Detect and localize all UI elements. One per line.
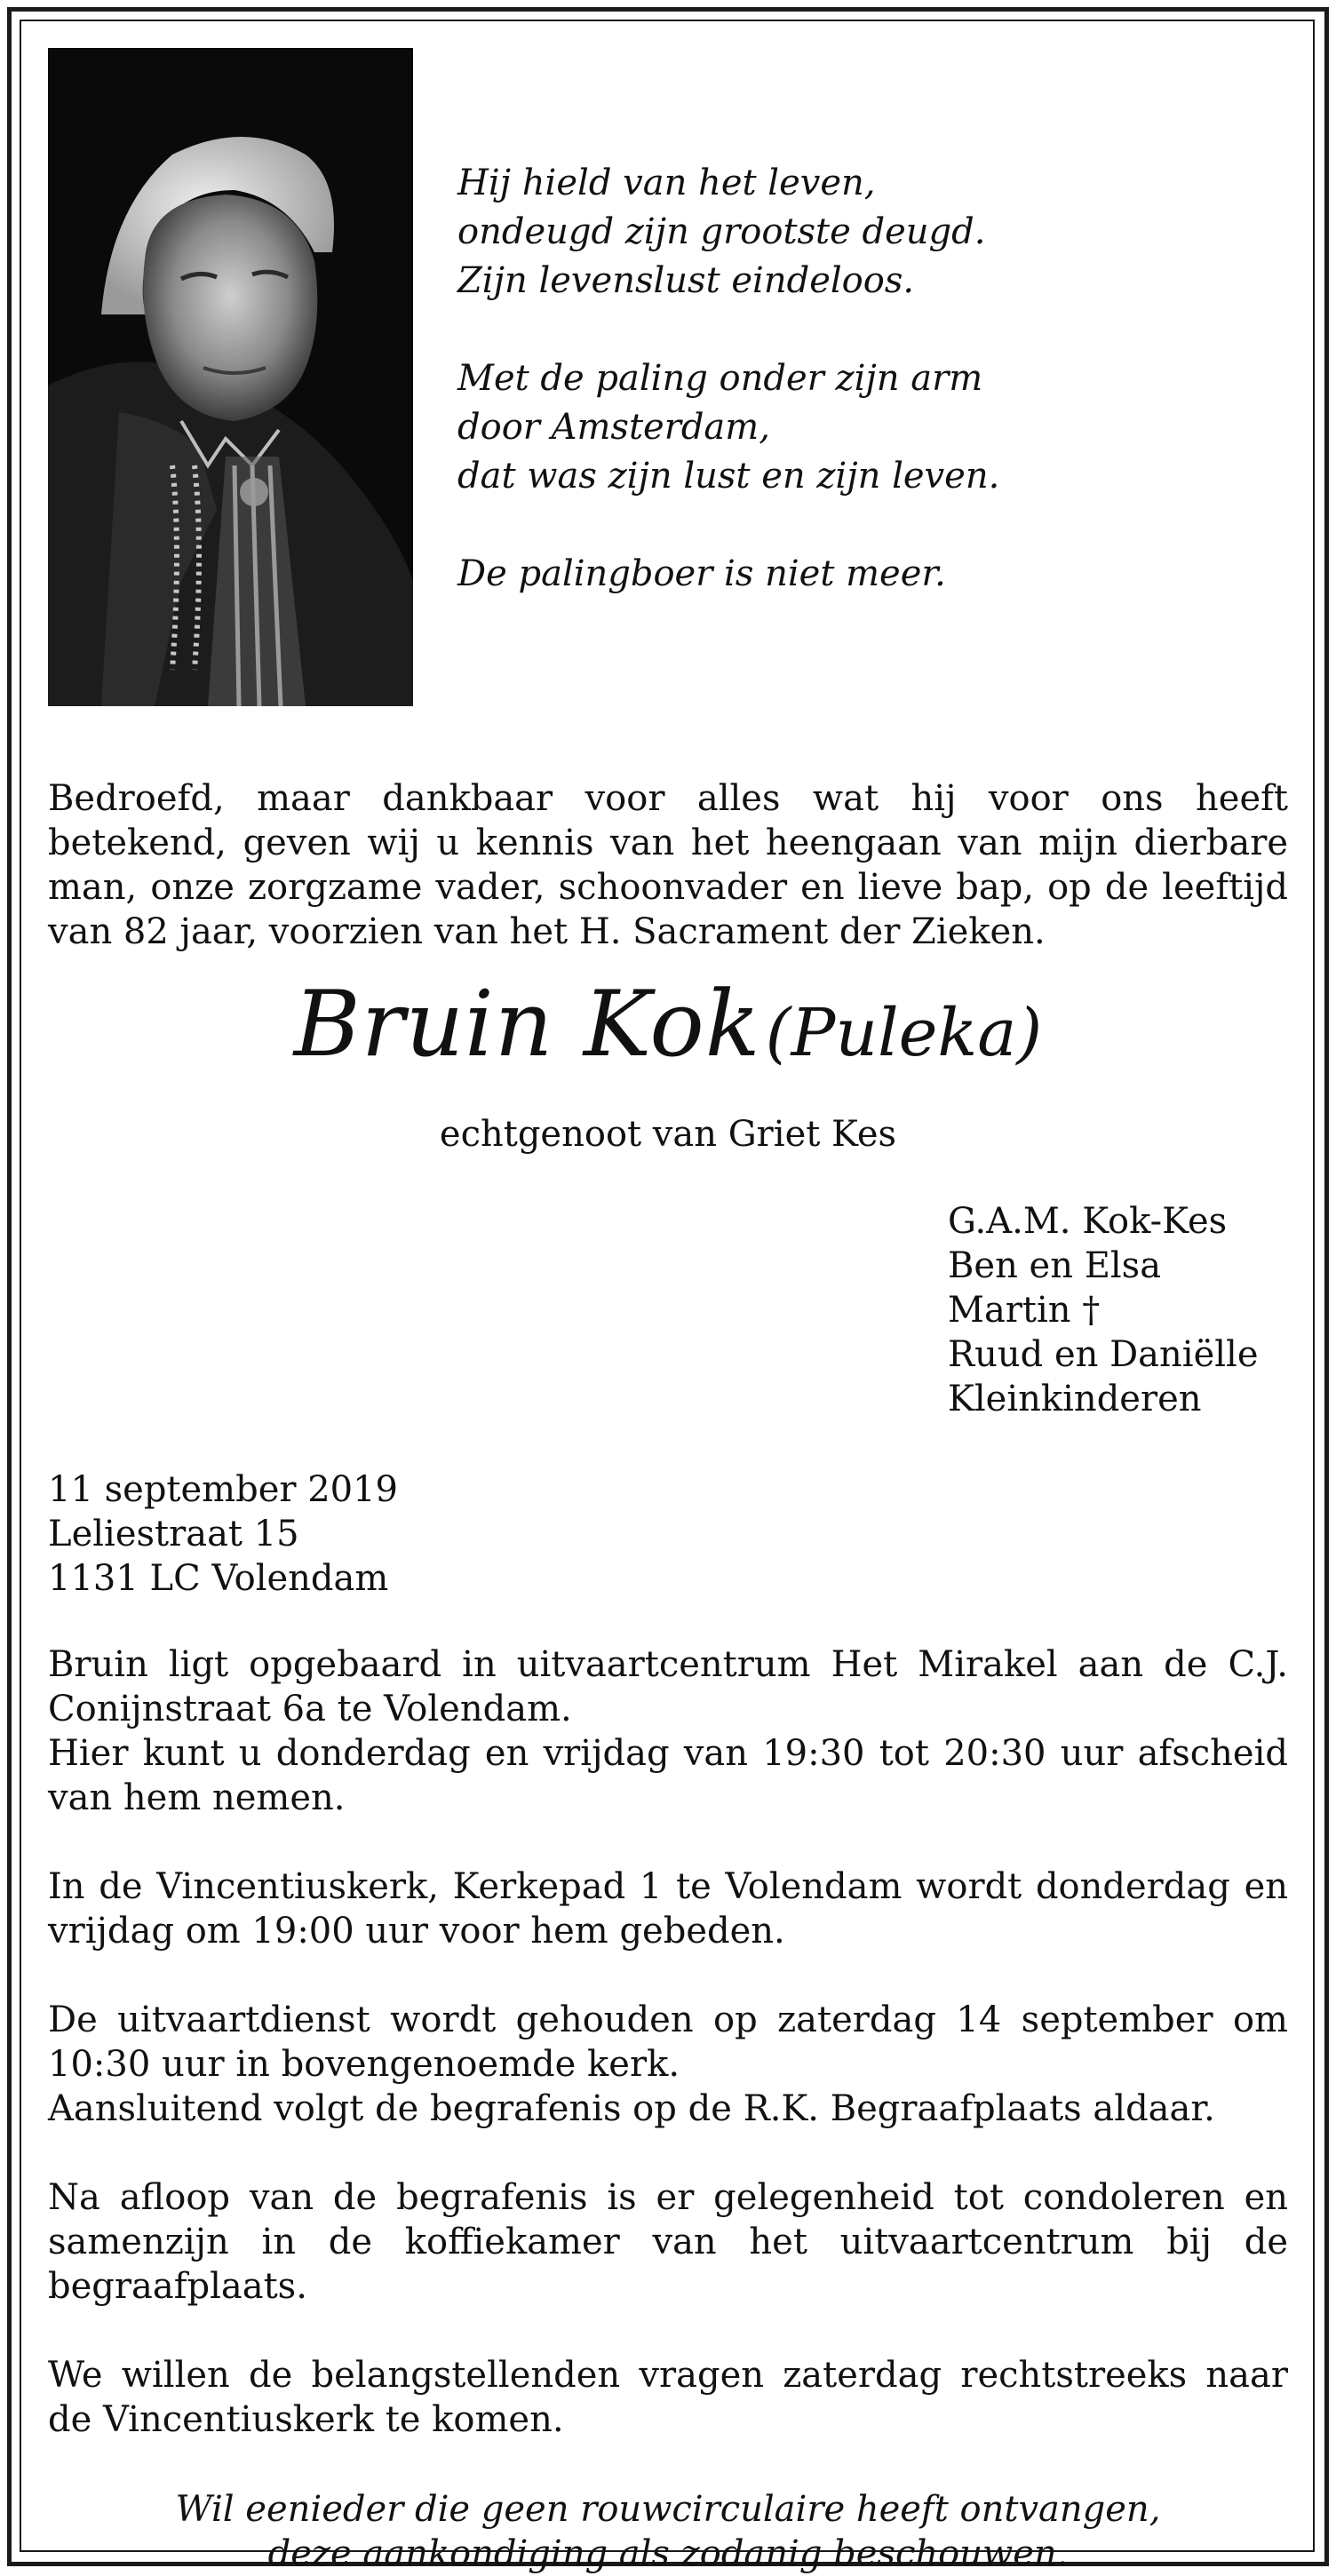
poem-line: Zijn levenslust eindeloos. [457, 260, 915, 301]
poem-line: De palingboer is niet meer. [457, 553, 946, 594]
family-member: Ruud en Daniëlle [948, 1334, 1259, 1375]
paragraph-line: We willen de belangstellenden vragen zaterdag rechtstreeks naar de Vincentiuskerk te komen. [48, 2355, 1288, 2440]
paragraph-line: Na afloop van de begrafenis is er gelegenheid tot condoleren en samenzijn in de koffiekamer van het uitvaartcentrum bij de begraafplaats. [48, 2177, 1288, 2307]
portrait-photo [48, 48, 413, 706]
paragraph-line: De uitvaartdienst wordt gehouden op zaterdag 14 september om 10:30 uur in bovengenoemde kerk. [48, 2000, 1288, 2085]
portrait-illustration [48, 48, 413, 706]
poem-stanza [457, 354, 999, 501]
family-member: Kleinkinderen [948, 1379, 1202, 1419]
deceased-full-name: Bruin Kok [293, 972, 761, 1077]
family-list [948, 1199, 1259, 1421]
paragraph-line: Hier kunt u donderdag en vrijdag van 19:30 tot 20:30 uur afscheid van hem nemen. [48, 1733, 1288, 1818]
city-line: 1131 LC Volendam [48, 1558, 389, 1599]
family-member: Ben en Elsa [948, 1245, 1162, 1286]
paragraph-prayer [48, 1864, 1288, 1953]
poem-stanza [457, 159, 999, 306]
paragraph-line: Bruin ligt opgebaard in uitvaartcentrum Het Mirakel aan de C.J. Conijnstraat 6a te Volendam. [48, 1644, 1288, 1729]
family-member: Martin † [948, 1290, 1101, 1331]
poem-line: dat was zijn lust en zijn leven. [457, 456, 1000, 497]
closing-note [48, 2487, 1288, 2576]
paragraph-request [48, 2353, 1288, 2442]
paragraph-line: In de Vincentiuskerk, Kerkepad 1 te Volendam wordt donderdag en vrijdag om 19:00 uur voor hem gebeden. [48, 1866, 1288, 1952]
poem-line: ondeugd zijn grootste deugd. [457, 211, 986, 252]
poem-line: Hij hield van het leven, [457, 163, 876, 203]
family-member: G.A.M. Kok-Kes [948, 1201, 1228, 1242]
announcement-intro: Bedroefd, maar dankbaar voor alles wat hij voor ons heeft betekend, geven wij u kennis van het heengaan van mijn dierbare man, onze zorgzame vader, schoonvader en lieve bap, op de leeftijd van 82 jaar, voorzien van het H. Sacrament der Zieken. [48, 778, 1288, 952]
deceased-nickname: (Puleka) [765, 995, 1043, 1071]
date-and-address [48, 1467, 398, 1601]
arrangements [48, 1642, 1288, 2486]
closing-line: deze aankondiging als zodanig beschouwen. [267, 2533, 1069, 2574]
poem-line: Met de paling onder zijn arm [457, 358, 983, 399]
paragraph-viewing [48, 1642, 1288, 1820]
poem-stanza [457, 550, 999, 599]
spouse-line: echtgenoot van Griet Kes [439, 1114, 897, 1155]
closing-line: Wil eenieder die geen rouwcirculaire heeft ontvangen, [175, 2489, 1161, 2530]
deceased-name [48, 972, 1288, 1077]
paragraph-line: Aansluitend volgt de begrafenis op de R.K. Begraafplaats aldaar. [48, 2088, 1215, 2129]
poem-line: door Amsterdam, [457, 407, 770, 448]
date-line: 11 september 2019 [48, 1469, 399, 1510]
poem [457, 159, 999, 648]
paragraph-condolences [48, 2175, 1288, 2309]
paragraph-service [48, 1998, 1288, 2131]
street-line: Leliestraat 15 [48, 1514, 299, 1554]
